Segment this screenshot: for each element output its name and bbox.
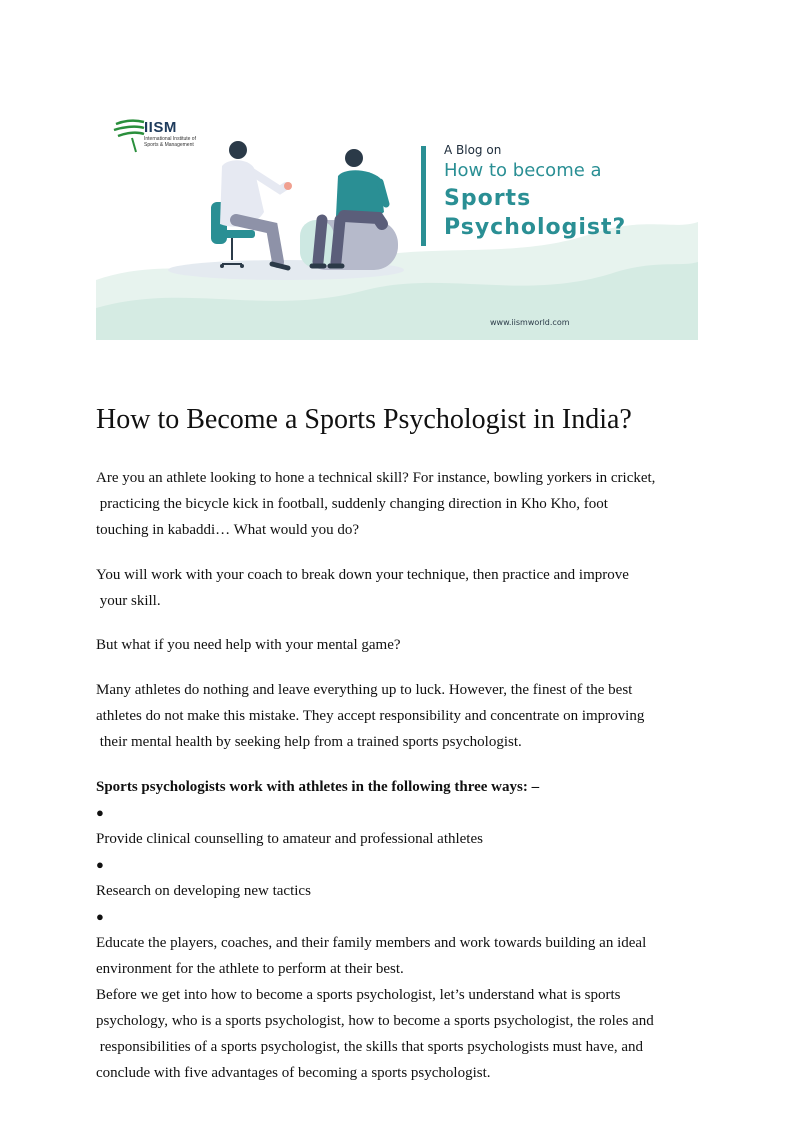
list-item-continuation: environment for the athlete to perform at their best. [96, 961, 404, 977]
logo-mark [114, 121, 144, 152]
mental-game-line: But what if you need help with your mental game? [96, 637, 401, 653]
intro-line: practicing the bicycle kick in football, suddenly changing direction in Kho Kho, foot [96, 496, 608, 512]
list-item-text: Provide clinical counselling to amateur and professional athletes [96, 831, 483, 847]
athletes-line: athletes do not make this mistake. They accept responsibility and concentrate on improving [96, 708, 645, 724]
logo [144, 120, 206, 148]
banner-website: www.iismworld.com [490, 318, 570, 327]
banner-title-block [444, 142, 626, 242]
bullet-icon: ● [96, 857, 104, 872]
hero-banner [96, 112, 698, 340]
banner-line-2: Sports [444, 186, 532, 211]
coach-line: You will work with your coach to break down your technique, then practice and improve [96, 567, 629, 583]
closing-line: conclude with five advantages of becoming a sports psychologist. [96, 1065, 491, 1081]
intro-paragraph [96, 465, 655, 543]
banner-line-1: How to become a [444, 160, 602, 181]
ways-heading: Sports psychologists work with athletes in the following three ways: – [96, 779, 540, 795]
athletes-paragraph [96, 677, 644, 755]
coach-paragraph [96, 562, 629, 614]
intro-line: Are you an athlete looking to hone a technical skill? For instance, bowling yorkers in cricket, [96, 470, 656, 486]
page-title: How to Become a Sports Psychologist in India? [96, 404, 632, 435]
closing-line: Before we get into how to become a sports psychologist, let’s understand what is sports [96, 987, 621, 1003]
logo-subtitle: International Institute of Sports & Management [144, 136, 196, 148]
bullet-icon: ● [96, 909, 104, 924]
ways-section [96, 774, 654, 1086]
intro-line: touching in kabaddi… What would you do? [96, 522, 360, 538]
list-item [96, 904, 654, 956]
closing-line: responsibilities of a sports psychologist, the skills that sports psychologists must have, and [96, 1039, 644, 1055]
psychologist-figure [220, 141, 292, 268]
list-item [96, 852, 654, 904]
bullet-icon: ● [96, 805, 104, 820]
athletes-line: their mental health by seeking help from a trained sports psychologist. [96, 734, 522, 750]
coach-line: your skill. [96, 593, 161, 609]
list-item-text: Educate the players, coaches, and their family members and work towards building an ideal [96, 935, 647, 951]
banner-kicker: A Blog on [444, 143, 502, 157]
closing-line: psychology, who is a sports psychologist, how to become a sports psychologist, the roles and [96, 1013, 654, 1029]
mental-game-paragraph [96, 632, 401, 658]
title-accent-bar [421, 146, 426, 246]
list-item-text: Research on developing new tactics [96, 883, 311, 899]
logo-name: IISM [144, 119, 177, 136]
banner-line-3: Psychologist? [444, 215, 627, 240]
athletes-line: Many athletes do nothing and leave everything up to luck. However, the finest of the best [96, 682, 633, 698]
list-item [96, 800, 654, 852]
